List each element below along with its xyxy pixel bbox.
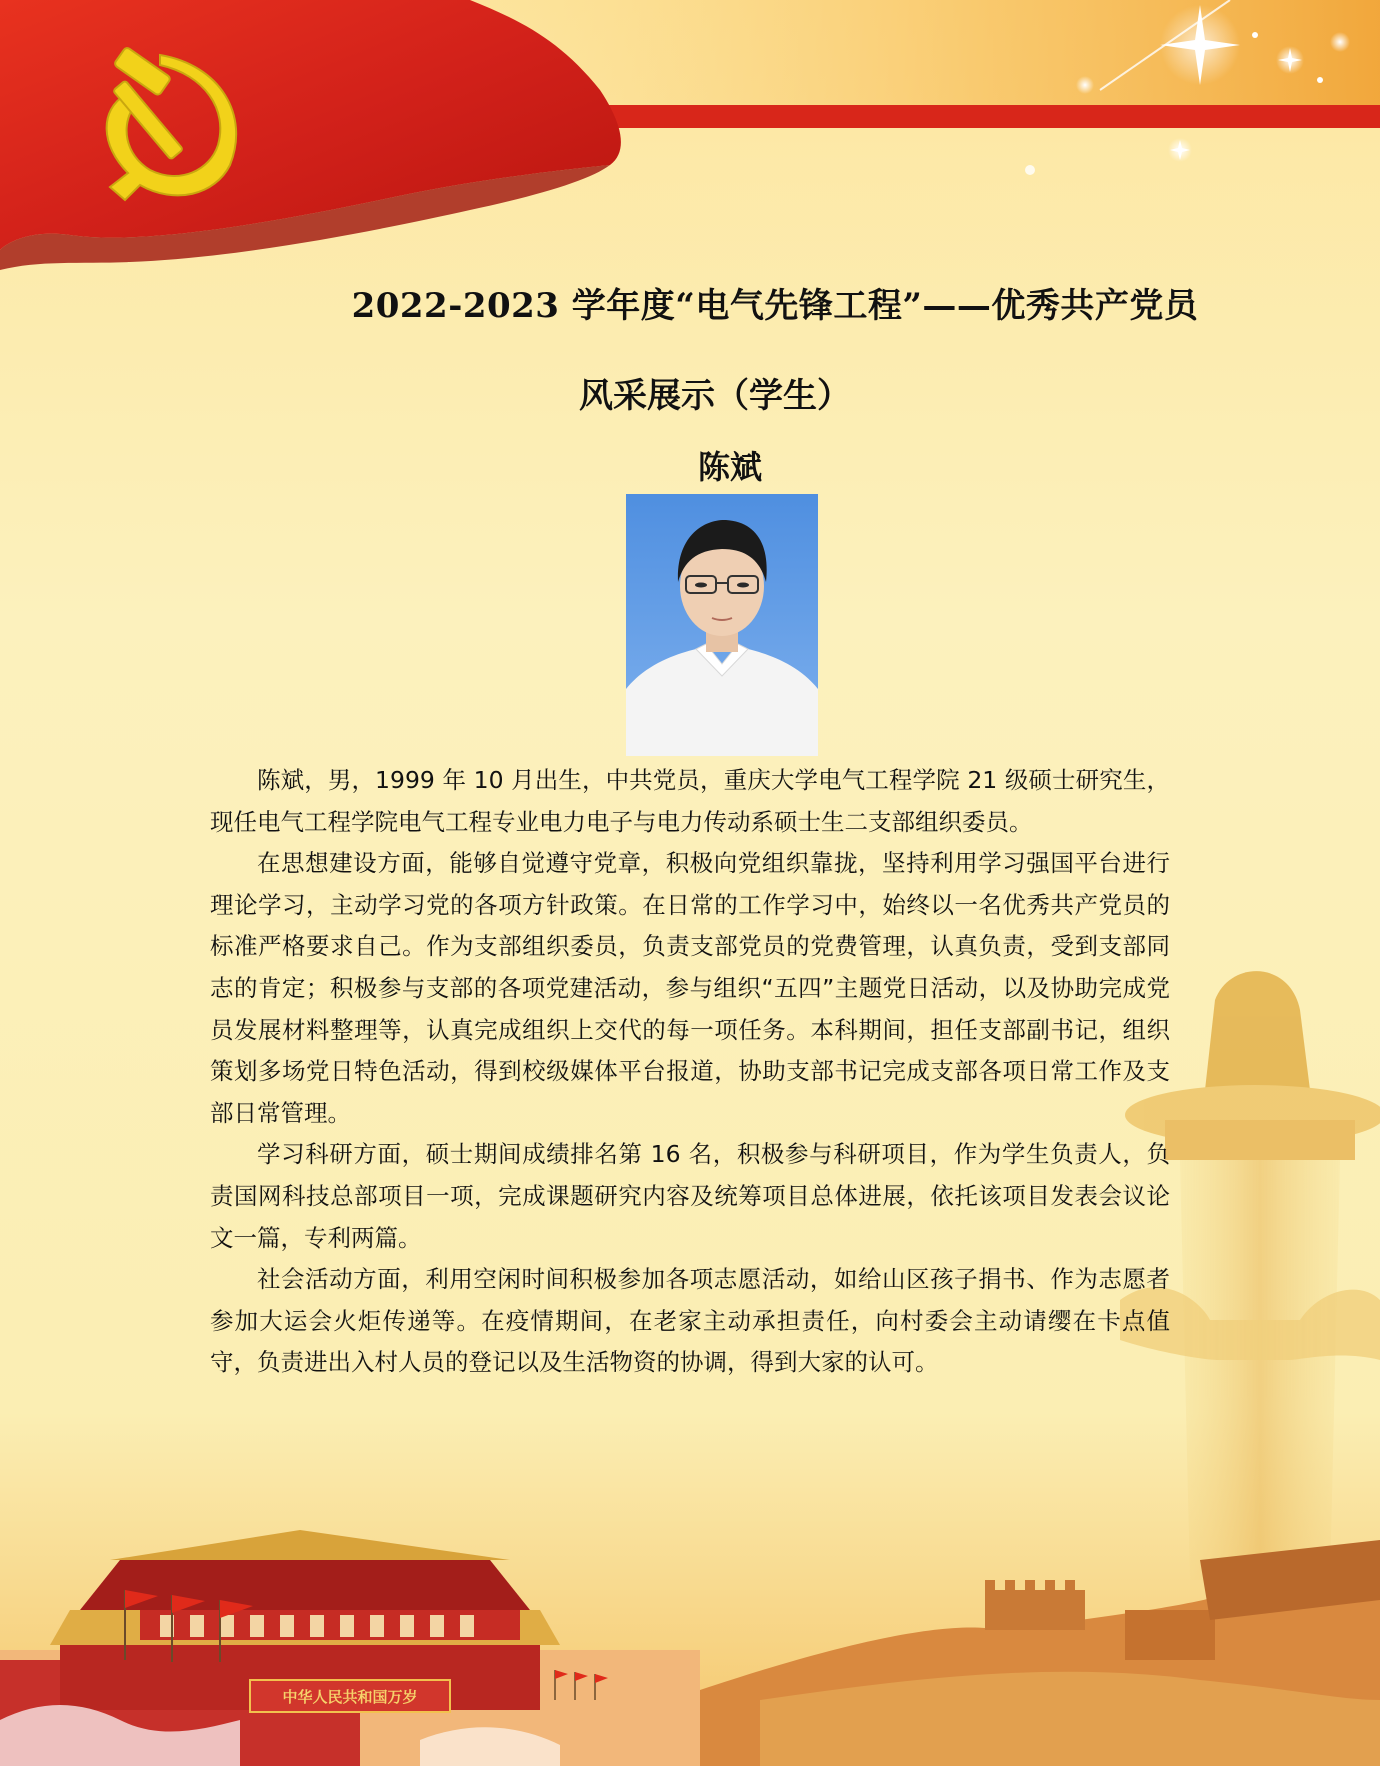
bio-paragraph-intro: 陈斌，男，1999 年 10 月出生，中共党员，重庆大学电气工程学院 21 级硕士研究生，现任电气工程学院电气工程专业电力电子与电力传动系硕士生二支部组织委员。 bbox=[210, 766, 1170, 836]
page-title: 2022-2023 学年度“电气先锋工程”——优秀共产党员 bbox=[351, 286, 1199, 326]
bio-paragraph-social: 社会活动方面，利用空闲时间积极参加各项志愿活动，如给山区孩子捐书、作为志愿者参加大运会火炬传递等。在疫情期间，在老家主动承担责任，向村委会主动请缨在卡点值守，负责进出入村人员的登记以及生活物资的协调，得到大家的认可。 bbox=[210, 1265, 1170, 1377]
person-name: 陈斌 bbox=[697, 448, 762, 486]
page-subtitle: 风采展示（学生） bbox=[579, 376, 851, 416]
bio-paragraph-ideology: 在思想建设方面，能够自觉遵守党章，积极向党组织靠拢，坚持利用学习强国平台进行理论学习，主动学习党的各项方针政策。在日常的工作学习中，始终以一名优秀共产党员的标准严格要求自己。作为支部组织委员，负责支部党员的党费管理，认真负责，受到支部同志的肯定；积极参与支部的各项党建活动，参与组织“五四”主题党日活动，以及协助完成党员发展材料整理等，认真完成组织上交代的每一项任务。本科期间，担任支部副书记，组织策划多场党日特色活动，得到校级媒体平台报道，协助支部书记完成支部各项日常工作及支部日常管理。 bbox=[210, 849, 1170, 1127]
bio-paragraph-research: 学习科研方面，硕士期间成绩排名第 16 名，积极参与科研项目，作为学生负责人，负责国网科技总部项目一项，完成课题研究内容及统筹项目总体进展，依托该项目发表会议论文一篇，专利两篇。 bbox=[210, 1140, 1170, 1252]
biography bbox=[210, 760, 1170, 1384]
gate-banner-text: 中华人民共和国万岁 bbox=[282, 1688, 418, 1706]
